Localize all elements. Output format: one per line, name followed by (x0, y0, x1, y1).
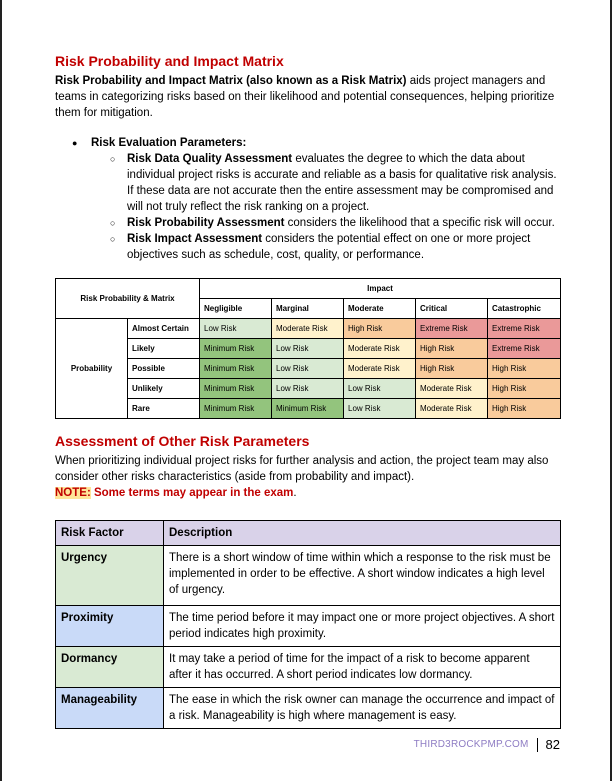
note-period: . (293, 487, 297, 499)
factor-description: The ease in which the risk owner can manage the occurrence and impact of a risk. Manageability is high where management is easy. (164, 688, 561, 729)
matrix-cell: Minimum Risk (200, 399, 272, 419)
matrix-cell: Low Risk (344, 379, 416, 399)
factor-row-dormancy (56, 647, 561, 688)
factor-description: It may take a period of time for the impact of a risk to become apparent after it has occurred. A short period indicates low dormancy. (164, 647, 561, 688)
matrix-cell: High Risk (488, 379, 561, 399)
evaluation-parameters-list (55, 135, 560, 263)
probability-level: Unlikely (128, 379, 200, 399)
page-number: 82 (545, 737, 560, 752)
factors-header-row (56, 521, 561, 546)
section-title-other-parameters: Assessment of Other Risk Parameters (55, 433, 310, 449)
impact-level-moderate: Moderate (344, 299, 416, 319)
factors-header-description: Description (164, 521, 561, 546)
sub-item-text: considers the likelihood that a specific risk will occur. (284, 217, 555, 229)
matrix-cell: Low Risk (272, 339, 344, 359)
impact-level-catastrophic: Catastrophic (488, 299, 561, 319)
intro-bold-term: Risk Probability and Impact Matrix (also known as a Risk Matrix) (55, 75, 407, 87)
matrix-cell: Moderate Risk (344, 339, 416, 359)
sub-item-text: evaluates the degree to which the data about individual project risks is accurate and reliable as a basis for qualitative risk analysis. If these data are not accurate then the entire assessment may be compromised and will not truly reflect the risk ranking on a project. (127, 153, 557, 213)
matrix-cell: Minimum Risk (200, 359, 272, 379)
factor-row-proximity (56, 606, 561, 647)
matrix-cell: High Risk (416, 339, 488, 359)
matrix-row (56, 319, 561, 339)
footer-site-link[interactable]: THIRD3ROCKPMP.COM (413, 739, 529, 750)
factor-description: The time period before it may impact one or more project objectives. A short period indicates high proximity. (164, 606, 561, 647)
matrix-cell: Low Risk (344, 399, 416, 419)
matrix-cell: Low Risk (272, 379, 344, 399)
note-text: Some terms may appear in the exam (90, 487, 294, 499)
matrix-cell: Low Risk (272, 359, 344, 379)
matrix-cell: Moderate Risk (416, 379, 488, 399)
page-border-left (0, 0, 2, 781)
matrix-cell: Minimum Risk (272, 399, 344, 419)
sub-item-term: Risk Probability Assessment (127, 217, 285, 229)
matrix-cell: High Risk (344, 319, 416, 339)
sub-item-term: Risk Data Quality Assessment (127, 153, 293, 165)
matrix-cell: High Risk (488, 399, 561, 419)
bullet-label: Risk Evaluation Parameters: (91, 137, 247, 149)
matrix-cell: Low Risk (200, 319, 272, 339)
matrix-impact-header: Impact (200, 279, 561, 299)
factor-name: Urgency (56, 546, 164, 606)
factors-header-factor: Risk Factor (56, 521, 164, 546)
factor-description: There is a short window of time within which a response to the risk must be implemented in order to be effective. A short window indicates a high level of urgency. (164, 546, 561, 606)
factor-name: Manageability (56, 688, 164, 729)
factor-row-manageability (56, 688, 561, 729)
matrix-cell: Extreme Risk (488, 319, 561, 339)
matrix-row (56, 399, 561, 419)
sub-item-term: Risk Impact Assessment (127, 233, 263, 245)
factor-name: Proximity (56, 606, 164, 647)
factor-name: Dormancy (56, 647, 164, 688)
sub-list (91, 151, 560, 263)
probability-level: Possible (128, 359, 200, 379)
probability-level: Almost Certain (128, 319, 200, 339)
sub-item-probability (91, 215, 560, 231)
sub-item-text: considers the potential effect on one or more project objectives such as schedule, cost, quality, or performance. (127, 233, 531, 261)
intro-paragraph (55, 73, 560, 121)
intro-text: aids project managers and teams in categorizing risks based on their likelihood and potential consequences, helping prioritize them for mitigation. (55, 75, 555, 119)
impact-level-marginal: Marginal (272, 299, 344, 319)
probability-level: Rare (128, 399, 200, 419)
page-footer (414, 737, 560, 752)
matrix-row (56, 359, 561, 379)
impact-level-critical: Critical (416, 299, 488, 319)
probability-level: Likely (128, 339, 200, 359)
matrix-cell: Moderate Risk (344, 359, 416, 379)
impact-level-negligible: Negligible (200, 299, 272, 319)
matrix-cell: Minimum Risk (200, 379, 272, 399)
section-title-risk-matrix: Risk Probability and Impact Matrix (55, 53, 284, 69)
matrix-row (56, 339, 561, 359)
matrix-cell: Extreme Risk (488, 339, 561, 359)
matrix-cell: High Risk (488, 359, 561, 379)
factor-row-urgency (56, 546, 561, 606)
risk-factors-table (55, 520, 561, 729)
matrix-cell: Minimum Risk (200, 339, 272, 359)
sub-item-impact (91, 231, 560, 263)
footer-divider (537, 738, 538, 752)
note-line (55, 485, 560, 501)
matrix-corner-label: Risk Probability & Matrix (56, 279, 200, 319)
note-label: NOTE: (55, 487, 91, 499)
risk-matrix-table (55, 278, 561, 419)
page-content (55, 52, 560, 729)
sub-item-data-quality (91, 151, 560, 215)
matrix-cell: High Risk (416, 359, 488, 379)
matrix-probability-header: Probability (56, 319, 128, 419)
matrix-cell: Moderate Risk (416, 399, 488, 419)
matrix-row (56, 379, 561, 399)
bullet-evaluation-parameters (55, 135, 560, 263)
other-parameters-intro: When prioritizing individual project risks for further analysis and action, the project team may also consider other risks characteristics (aside from probability and impact). (55, 455, 549, 483)
matrix-cell: Moderate Risk (272, 319, 344, 339)
matrix-cell: Extreme Risk (416, 319, 488, 339)
